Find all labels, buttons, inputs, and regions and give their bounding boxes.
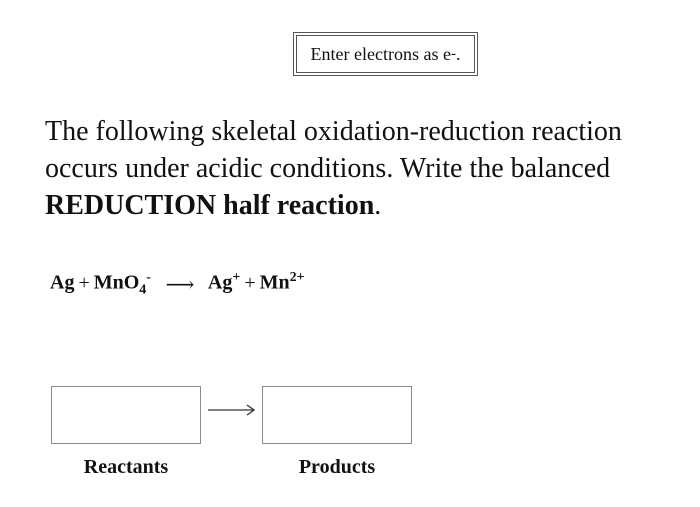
electron-hint-text: Enter electrons as e bbox=[310, 43, 451, 64]
electron-hint-superscript: - bbox=[450, 45, 456, 62]
question-text bbox=[45, 113, 685, 224]
electron-hint-period: . bbox=[455, 43, 461, 64]
skeletal-equation bbox=[50, 270, 305, 299]
electron-hint bbox=[296, 35, 475, 73]
product-mn-ion: Mn bbox=[259, 271, 290, 294]
mno4-charge: - bbox=[146, 270, 151, 285]
question-period: . bbox=[374, 190, 382, 221]
reaction-arrow-icon: ⟶ bbox=[165, 273, 195, 296]
products-input[interactable] bbox=[262, 386, 412, 444]
ag-charge: + bbox=[232, 270, 241, 285]
electron-hint-box bbox=[293, 32, 478, 76]
product-ag-ion: Ag bbox=[207, 271, 233, 294]
question-body: The following skeletal oxidation-reduction reaction occurs under acidic conditions. Write the balanced bbox=[45, 116, 622, 184]
reactants-input[interactable] bbox=[51, 386, 201, 444]
products-label: Products bbox=[298, 456, 376, 478]
reactant-ag: Ag bbox=[50, 271, 75, 294]
mno4-subscript: 4 bbox=[139, 282, 147, 298]
reactant-mno4: MnO bbox=[93, 271, 140, 294]
right-arrow-icon bbox=[206, 400, 258, 420]
question-emphasis: REDUCTION half reaction bbox=[45, 190, 375, 221]
mn-charge: 2+ bbox=[289, 270, 305, 285]
plus-sign-1: + bbox=[78, 271, 90, 294]
reactants-label: Reactants bbox=[83, 456, 169, 478]
plus-sign-2: + bbox=[244, 271, 256, 294]
